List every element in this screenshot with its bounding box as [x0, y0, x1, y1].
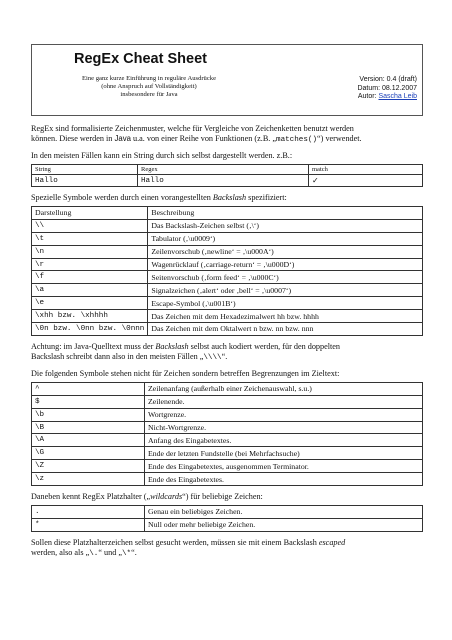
subtitle-line: (ohne Anspruch auf Vollständigkeit): [101, 82, 197, 90]
table-cell-desc: Escape-Symbol (‚\u001B‘): [148, 297, 423, 310]
table-row: [32, 219, 423, 232]
table-header-cell: Beschreibung: [148, 207, 423, 220]
paragraph-text: werden, also als „: [31, 547, 90, 557]
code-inline: \*: [121, 549, 132, 558]
author-label: Autor:: [357, 93, 379, 101]
author-link[interactable]: Sascha Leib: [378, 93, 417, 101]
table-cell-desc: Das Zeichen mit dem Oktalwert n bzw. nn bzw. nnn: [148, 323, 423, 336]
table-row: [32, 421, 423, 434]
table-row: [32, 310, 423, 323]
table-cell-code: \Z: [32, 460, 145, 473]
table-cell-desc: Genau ein beliebiges Zeichen.: [145, 506, 423, 519]
boundary-table: [31, 382, 423, 486]
table-row: [32, 297, 423, 310]
table-cell-code: \\: [32, 219, 148, 232]
table-row: [32, 460, 423, 473]
boundaries-paragraph: Die folgenden Symbole stehen nicht für Zeichen sondern betreffen Begrenzungen im Zieltext:: [31, 368, 340, 378]
escaped-paragraph: [31, 538, 423, 559]
table-cell-desc: Ende des Eingabetextes, ausgenommen Terminator.: [145, 460, 423, 473]
document-title: RegEx Cheat Sheet: [74, 51, 207, 67]
author-text: [357, 93, 417, 102]
wildcards-paragraph: [31, 492, 423, 502]
match-check-icon: ✓: [309, 175, 423, 187]
table-cell-desc: Ende des Eingabetextes.: [145, 473, 423, 486]
table-cell-code: \t: [32, 232, 148, 245]
table-row: [32, 323, 423, 336]
java-term: Java: [114, 134, 131, 143]
table-row: [32, 408, 423, 421]
table-cell-desc: Null oder mehr beliebige Zeichen.: [145, 518, 423, 531]
table-row: [32, 447, 423, 460]
document-subtitle: [36, 75, 262, 98]
table-header-row: [32, 165, 423, 175]
table-header-row: [32, 207, 423, 220]
table-cell-desc: Tabulator (‚\u0009‘): [148, 232, 423, 245]
table-header-cell: Regex: [138, 165, 309, 175]
table-cell-code: \G: [32, 447, 145, 460]
table-cell-desc: Das Zeichen mit dem Hexadezimalwert hh bzw. hhhh: [148, 310, 423, 323]
table-cell-code: \b: [32, 408, 145, 421]
title-box: [31, 44, 423, 116]
table-row: [32, 434, 423, 447]
symbols-table: [31, 206, 423, 336]
table-cell-desc: Zeilenende.: [145, 395, 423, 408]
table-cell: Hallo: [138, 175, 309, 187]
document-meta: [357, 76, 417, 102]
table-row: [32, 395, 423, 408]
table-cell-desc: Zeilenanfang (außerhalb einer Zeichenauswahl, s.u.): [145, 382, 423, 395]
code-inline: \.: [89, 549, 99, 558]
emphasis: Backslash: [155, 341, 189, 351]
table-row: [32, 245, 423, 258]
table-row: [32, 284, 423, 297]
table-row: [32, 382, 423, 395]
table-cell-desc: Wagenrücklauf (‚carriage-return‘ = ‚\u000D‘): [148, 258, 423, 271]
table-cell-desc: Seitenvorschub (‚form feed‘ = ‚\u000C‘): [148, 271, 423, 284]
paragraph-text: Backslash schreibt dann also in den meisten Fällen „: [31, 351, 204, 361]
table-cell: Hallo: [32, 175, 138, 187]
table-row: [32, 232, 423, 245]
paragraph-text: Achtung: im Java-Quelltext muss der: [31, 341, 156, 351]
table-cell-desc: Signalzeichen (‚alert‘ oder ‚bell‘ = ‚\u0007‘): [148, 284, 423, 297]
emphasis: escaped: [318, 537, 346, 547]
table-cell-desc: Zeilenvorschub (‚newline‘ = ‚\u000A‘): [148, 245, 423, 258]
table-cell-desc: Wortgrenze.: [145, 408, 423, 421]
intro-text: “) verwendet.: [317, 134, 362, 143]
paragraph-text: selbst auch kodiert werden, für den doppelten: [188, 341, 341, 351]
table-cell-desc: Ende der letzten Fundstelle (bei Mehrfachsuche): [145, 447, 423, 460]
table-row: [32, 518, 423, 531]
paragraph-text: spezifiziert:: [246, 193, 287, 202]
table-header-cell: match: [309, 165, 423, 175]
table-cell-code: \xhh bzw. \xhhhh: [32, 310, 148, 323]
backslash-paragraph: [31, 193, 423, 203]
intro-text: u.a. von einer Reihe von Funktionen (z.B. „: [130, 134, 277, 143]
table-header-cell: String: [32, 165, 138, 175]
table-cell-code: \0n bzw. \0nn bzw. \0nnn: [32, 323, 148, 336]
paragraph-text: Sollen diese Platzhalterzeichen selbst gesucht werden, müssen sie mit einem Backslash: [31, 537, 319, 547]
table-cell-code: \z: [32, 473, 145, 486]
table-cell-code: \A: [32, 434, 145, 447]
paragraph-text: “.: [221, 351, 228, 361]
paragraph-text: “ und „: [98, 547, 122, 557]
table-cell-code: \n: [32, 245, 148, 258]
paragraph-text: Spezielle Symbole werden durch einen vorangestellten: [31, 193, 213, 202]
intro-text: können. Diese werden in: [31, 134, 115, 143]
intro-paragraph: [31, 124, 423, 145]
emphasis: Backslash: [212, 193, 247, 202]
table-cell-code: \r: [32, 258, 148, 271]
table-cell-code: $: [32, 395, 145, 408]
subtitle-line: Eine ganz kurze Einführung in reguläre Ausdrücke: [81, 75, 217, 82]
table-row: [32, 258, 423, 271]
code-inline: \\\\: [203, 353, 222, 362]
intro-line-1: RegEx sind formalisierte Zeichenmuster, welche für Vergleiche von Zeichenketten benutzt werden: [31, 124, 354, 133]
table-row: [32, 506, 423, 519]
string-paragraph: In den meisten Fällen kann ein String durch sich selbst dargestellt werden. z.B.:: [31, 151, 293, 160]
table-cell-code: *: [32, 518, 145, 531]
date-text: Datum: 08.12.2007: [357, 84, 417, 92]
table-cell-code: \B: [32, 421, 145, 434]
string-example-table: [31, 164, 423, 187]
paragraph-text: Daneben kennt RegEx Platzhalter („: [31, 492, 151, 502]
subtitle-line: insbesondere für Java: [120, 90, 178, 98]
table-row: [32, 175, 423, 187]
paragraph-text: “) für beliebige Zeichen:: [182, 492, 263, 502]
version-text: Version: 0.4 (draft): [359, 76, 417, 83]
table-row: [32, 271, 423, 284]
achtung-paragraph: [31, 342, 423, 363]
table-row: [32, 473, 423, 486]
table-cell-code: \a: [32, 284, 148, 297]
table-cell-code: .: [32, 506, 145, 519]
wildcard-table: [31, 505, 423, 532]
table-header-cell: Darstellung: [32, 207, 148, 220]
table-cell-desc: Nicht-Wortgrenze.: [145, 421, 423, 434]
table-cell-code: \e: [32, 297, 148, 310]
paragraph-text: “.: [131, 547, 137, 557]
table-cell-desc: Das Backslash-Zeichen selbst (‚\‘): [148, 219, 423, 232]
code-matches: matches(): [276, 136, 318, 144]
table-cell-desc: Anfang des Eingabetextes.: [145, 434, 423, 447]
emphasis: wildcards: [150, 492, 183, 502]
table-cell-code: \f: [32, 271, 148, 284]
table-cell-code: ^: [32, 382, 145, 395]
